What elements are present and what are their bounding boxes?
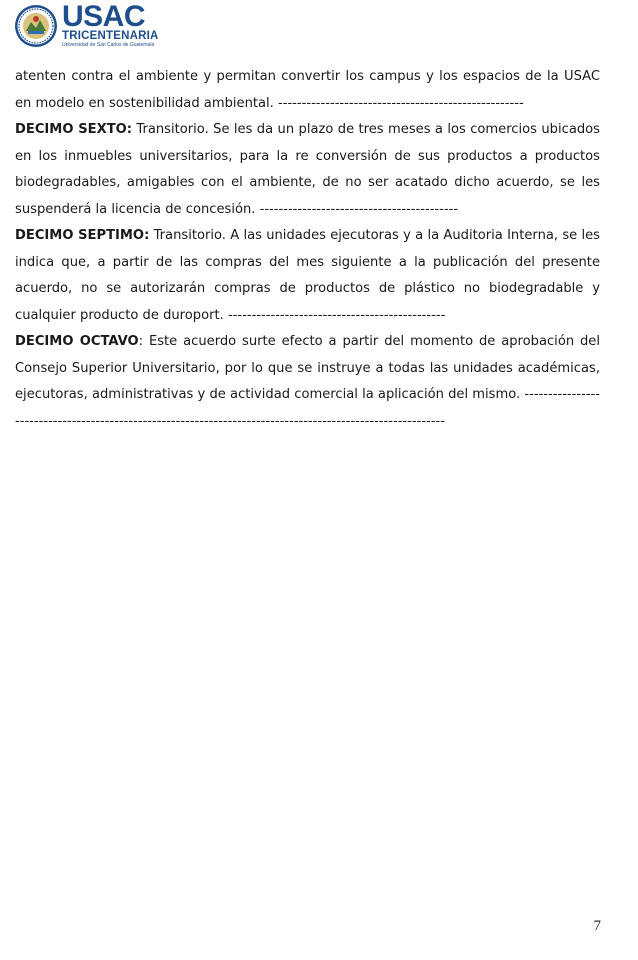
document-body [15, 64, 600, 435]
section-heading: DECIMO SEPTIMO: [15, 228, 150, 243]
section-heading: DECIMO SEXTO: [15, 122, 133, 137]
brand-block [62, 0, 159, 48]
section-decimo-sexto [15, 117, 600, 223]
logo-tagline: Universidad de San Carlos de Guatemala [62, 42, 155, 48]
university-seal-icon [14, 4, 58, 48]
section-decimo-septimo [15, 223, 600, 329]
section-text: Transitorio. A las unidades ejecutoras y a la Auditoria Interna, se les indica que, a partir de las compras del mes siguiente a la publicación del presente acuerdo, no se autorizarán compras de productos de plástico no biodegradable y cualquier producto de duroport. ---------------------------------------------- [15, 228, 601, 323]
section-decimo-octavo [15, 329, 600, 435]
section-heading: DECIMO OCTAVO [15, 334, 139, 349]
page-number: 7 [593, 918, 601, 934]
logo-title: USAC [62, 0, 146, 33]
section-text: Transitorio. Se les da un plazo de tres meses a los comercios ubicados en los inmuebles universitarios, para la re conversión de sus productos a productos biodegradables, amigables con el ambiente, de no ser acatado dicho acuerdo, se les suspenderá la licencia de concesión. ------------------------------------------ [15, 122, 600, 217]
intro-paragraph: atenten contra el ambiente y permitan convertir los campus y los espacios de la USAC en modelo en sostenibilidad ambiental. ---------------------------------------------------- [15, 69, 600, 111]
page-header [14, 0, 159, 48]
section-text: : Este acuerdo surte efecto a partir del momento de aprobación del Consejo Superior Universitario, por lo que se instruye a todas las unidades académicas, ejecutoras, administrativas y de actividad comercial la aplicación del mismo. ----------------------------------------------------------------------------------------------------------- [15, 334, 601, 429]
logo-subtitle: TRICENTENARIA [62, 30, 159, 42]
